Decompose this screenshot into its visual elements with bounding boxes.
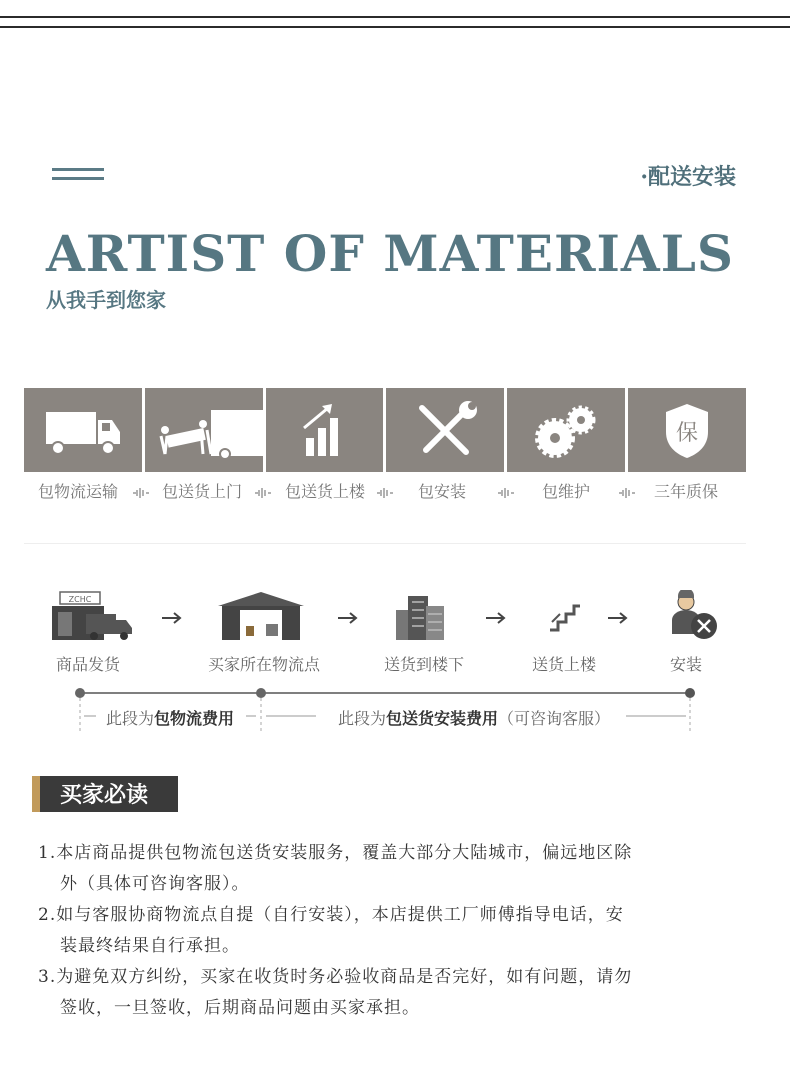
hero-subtitle: 从我手到您家: [46, 288, 166, 312]
building-icon: [392, 592, 448, 642]
arrow-right-icon: [160, 610, 186, 626]
top-rule: [0, 16, 790, 18]
tile-logistics: [24, 388, 142, 472]
shield-icon: [628, 388, 746, 472]
growth-bars-icon: [266, 388, 384, 472]
notice-line: 签收，一旦签收，后期商品问题由买家承担。: [60, 998, 420, 1018]
segment-1-prefix: 此段为: [106, 709, 155, 728]
signal-icon: [497, 484, 515, 503]
flow-step-label: 安装: [670, 655, 703, 674]
tile-warranty: [628, 388, 746, 472]
notice-line: 装最终结果自行承担。: [60, 936, 240, 956]
notice-line: 1.本店商品提供包物流包送货安装服务，覆盖大部分大陆城市，偏远地区除: [38, 843, 633, 863]
step-label: 包安装: [418, 482, 467, 501]
tools-icon: [386, 388, 504, 472]
step-label: 包送货上门: [162, 482, 243, 501]
arrow-right-icon: [336, 610, 362, 626]
arrow-right-icon: [484, 610, 510, 626]
service-labels: [24, 479, 746, 503]
divider: [24, 543, 746, 544]
tile-upstairs: [266, 388, 384, 472]
service-tiles: [24, 388, 746, 472]
top-rule-2: [0, 26, 790, 28]
shield-glyph: 保: [676, 421, 699, 446]
step-label: 三年质保: [654, 482, 719, 501]
notice-badge-accent: [32, 776, 40, 812]
depot-icon: [218, 590, 304, 642]
signal-icon: [618, 484, 636, 503]
segment-2-bold: 包送货安装费用: [386, 709, 499, 728]
flow-step-label: 买家所在物流点: [208, 655, 321, 674]
segment-2-prefix: 此段为: [338, 709, 387, 728]
gears-icon: [507, 388, 625, 472]
segment-2-note: [338, 706, 610, 729]
signal-icon: [254, 484, 272, 503]
truck-icon: [24, 388, 142, 472]
arrow-right-icon: [606, 610, 632, 626]
tile-maintain: [507, 388, 625, 472]
flow-step-label: 商品发货: [56, 655, 121, 674]
notice-line: 3.为避免双方纠纷，买家在收货时务必验收商品是否完好，如有问题，请勿: [38, 967, 633, 987]
notice-line: 外（具体可咨询客服）。: [60, 874, 250, 894]
notice-line: 2.如与客服协商物流点自提（自行安装），本店提供工厂师傅指导电话，安: [38, 905, 624, 925]
installer-icon: [668, 590, 722, 646]
sign-text: ZCHC: [68, 595, 92, 604]
stairs-icon: [546, 600, 582, 634]
flow-step-label: 送货到楼下: [384, 655, 465, 674]
segment-1-bold: 包物流费用: [154, 709, 235, 728]
step-label: 包维护: [542, 482, 591, 501]
movers-icon: [145, 388, 263, 472]
notice-title: 买家必读: [60, 782, 149, 808]
tile-install: [386, 388, 504, 472]
flow-step-label: 送货上楼: [532, 655, 597, 674]
section-tag: ·配送安装: [640, 164, 736, 190]
step-label: 包送货上楼: [285, 482, 366, 501]
signal-icon: [132, 484, 150, 503]
step-label: 包物流运输: [38, 482, 119, 501]
segment-2-suffix: （可咨询客服）: [498, 709, 611, 728]
hero-title: ARTIST OF MATERIALS: [46, 224, 734, 283]
notice-list: [38, 838, 718, 1024]
warehouse-truck-icon: [50, 590, 136, 642]
signal-icon: [376, 484, 394, 503]
decor-bars: [52, 168, 104, 186]
tile-doorstep: [145, 388, 263, 472]
segment-1-note: [106, 706, 234, 729]
